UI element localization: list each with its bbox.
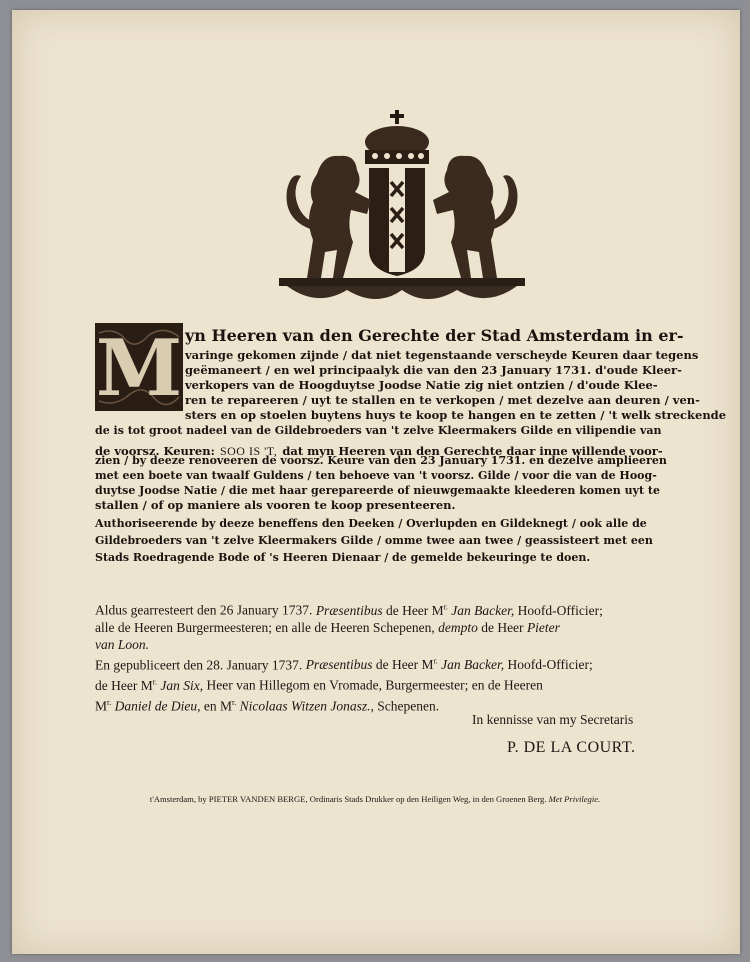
- text-fragment: Hoofd-Officier;: [507, 657, 593, 672]
- text-fragment: Heer van Hillegom en Vromade, Burgermeester; en de Heeren: [206, 677, 543, 693]
- text-fragment: Aldus gearresteert den 26 January 1737.: [95, 602, 313, 618]
- text-fragment: Daniel de Dieu,: [114, 698, 201, 713]
- text-line: Stads Roedragende Bode of 's Heeren Dienaar / de gemelde bekeuringe te doen.: [95, 551, 591, 564]
- text-fragment: Præsentibus: [315, 602, 383, 618]
- text-fragment: En gepubliceert den 28. January 1737.: [95, 657, 303, 672]
- decorative-initial: [95, 323, 183, 411]
- text-line: varinge gekomen zijnde / dat niet tegenstaande verscheyde Keuren daar tegens: [185, 348, 699, 362]
- text-line: stallen / of op maniere als vooren te koop presenteeren.: [95, 498, 456, 512]
- text-line: zien / by deeze renoveeren de voorsz. Keure van den 23 January 1731. en dezelve amplieeren: [95, 454, 667, 467]
- text-fragment: dempto: [438, 619, 478, 635]
- text-fragment: de Heer: [481, 619, 524, 635]
- text-fragment: Pieter: [526, 619, 560, 635]
- text-fragment: Hoofd-Officier;: [517, 602, 603, 618]
- resolution-line-1: [95, 598, 680, 619]
- imprint-text: t'Amsterdam, by PIETER VANDEN BERGE, Ordinaris Stads Drukker op den Heiligen Weg, in den Groenen Berg.: [149, 794, 547, 804]
- secretary-signature: P. DE LA COURT.: [507, 739, 636, 756]
- text-fragment: dat myn Heeren van den Gerechte daar inne willende voor-: [282, 444, 663, 458]
- text-fragment: r.: [433, 656, 438, 666]
- text-fragment: en M: [203, 698, 232, 713]
- printer-imprint: [0, 794, 750, 804]
- soo-is-t-text: SOO IS 'T,: [219, 444, 278, 458]
- text-fragment: Nicolaas Witzen Jonasz.,: [239, 698, 374, 713]
- secretary-line: In kennisse van my Secretaris: [472, 712, 634, 727]
- text-fragment: r.: [231, 697, 237, 707]
- initial-ornament-icon: [95, 323, 183, 411]
- privilege-text: Met Privilegie.: [548, 794, 601, 804]
- text-fragment: r.: [443, 602, 448, 611]
- text-fragment: alle de Heeren Burgermeesteren; en alle de Heeren Schepenen,: [95, 619, 435, 635]
- text-line: ren te repareeren / uyt te stallen en te verkopen / met dezelve aan deuren / ven-: [185, 393, 700, 407]
- text-line: Gildebroeders van 't zelve Kleermakers Gilde / omme twee aan twee / geassisteert met een: [95, 534, 653, 547]
- text-fragment: de Heer M: [375, 657, 434, 672]
- text-fragment: Schepenen.: [377, 698, 440, 713]
- resolution-line-3: van Loon.: [95, 636, 149, 652]
- text-line: verkopers van de Hoogduytse Joodse Natie zig niet ontzien / d'oude Klee-: [185, 378, 658, 392]
- initial-letter: M: [95, 323, 183, 411]
- amsterdam-coat-of-arms: [277, 110, 527, 310]
- text-fragment: M: [95, 698, 108, 713]
- text-line: sters en op stoelen buytens huys te koop te hangen en te zetten / 't welk streckende: [185, 408, 727, 422]
- resolution-line-4: [95, 653, 680, 674]
- resolution-paragraph: [95, 598, 680, 714]
- text-fragment: r.: [152, 677, 157, 686]
- text-fragment: r.: [107, 697, 112, 707]
- text-fragment: Jan Backer,: [441, 657, 505, 672]
- text-fragment: Jan Backer,: [451, 602, 515, 618]
- text-fragment: de Heer M: [95, 677, 153, 693]
- resolution-line-5: [95, 673, 680, 694]
- heading-line: yn Heeren van den Gerechte der Stad Amsterdam in er-: [185, 326, 684, 345]
- resolution-line-6: [95, 694, 680, 715]
- text-line: geëmaneert / en wel principaalyk die van den 23 January 1731. d'oude Kleer-: [185, 363, 682, 377]
- document-sheet: [12, 10, 740, 954]
- text-fragment: Jan Six,: [160, 677, 204, 693]
- text-line: de is tot groot nadeel van de Gildebroeders van 't zelve Kleermakers Gilde en vilipendie van: [95, 424, 662, 437]
- text-fragment: Præsentibus: [305, 657, 373, 672]
- text-fragment: de voorsz. Keuren:: [95, 444, 215, 458]
- text-fragment: de Heer M: [385, 602, 444, 618]
- text-line: Authoriseerende by deeze beneffens den Deeken / Overlupden en Gildeknegt / ook alle de: [95, 517, 647, 530]
- text-line: duytse Joodse Natie / die met haar gerepareerde of nieuwgemaakte kleederen komen uyt te: [95, 484, 660, 497]
- text-line: met een boete van twaalf Guldens / ten behoeve van 't voorsz. Gilde / voor die van de Hoog-: [95, 469, 657, 482]
- resolution-line-2: [95, 619, 680, 636]
